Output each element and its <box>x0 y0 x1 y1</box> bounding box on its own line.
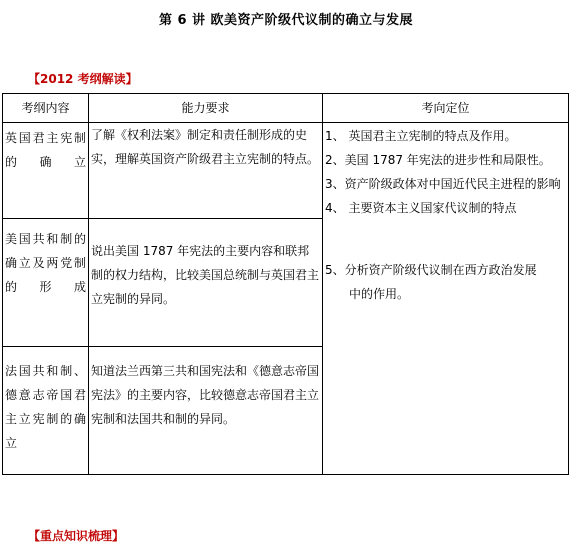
requirement-cell: 了解《权利法案》制定和责任制形成的史实，理解英国资产阶级君主立宪制的特点。 <box>89 123 323 219</box>
direction-item: 1、 英国君主立宪制的特点及作用。 <box>325 129 517 143</box>
requirement-cell: 说出美国 1787 年宪法的主要内容和联邦制的权力结构，比较美国总统制与英国君主立宪制的异同。 <box>89 219 323 347</box>
topic-cell: 英国君主宪制的确立 <box>3 123 89 219</box>
topic-cell: 法国共和制、德意志帝国君主立宪制的确立 <box>3 347 89 475</box>
table-row <box>3 123 569 219</box>
header-content: 考纲内容 <box>3 94 89 123</box>
syllabus-table <box>2 93 569 475</box>
page-title: 第 6 讲 欧美资产阶级代议制的确立与发展 <box>158 13 414 28</box>
section-heading-key-points: 【重点知识梳理】 <box>28 529 125 543</box>
direction-item: 3、资产阶级政体对中国近代民主进程的影响 <box>325 177 561 191</box>
direction-item: 4、 主要资本主义国家代议制的特点 <box>325 201 517 215</box>
table-header-row <box>3 94 569 123</box>
direction-cell <box>323 123 569 475</box>
direction-item: 5、分析资产阶级代议制在西方政治发展 <box>325 263 537 277</box>
requirement-cell: 知道法兰西第三共和国宪法和《德意志帝国宪法》的主要内容，比较德意志帝国君主立宪制和法国共和制的异同。 <box>89 347 323 475</box>
direction-item: 2、美国 1787 年宪法的进步性和局限性。 <box>325 153 551 167</box>
direction-item-continuation: 中的作用。 <box>349 287 410 301</box>
header-direction: 考向定位 <box>323 94 569 123</box>
topic-cell: 美国共和制的确立及两党制的形成 <box>3 219 89 347</box>
header-ability: 能力要求 <box>89 94 323 123</box>
section-heading-exam-outline: 【2012 考纲解读】 <box>28 72 138 86</box>
